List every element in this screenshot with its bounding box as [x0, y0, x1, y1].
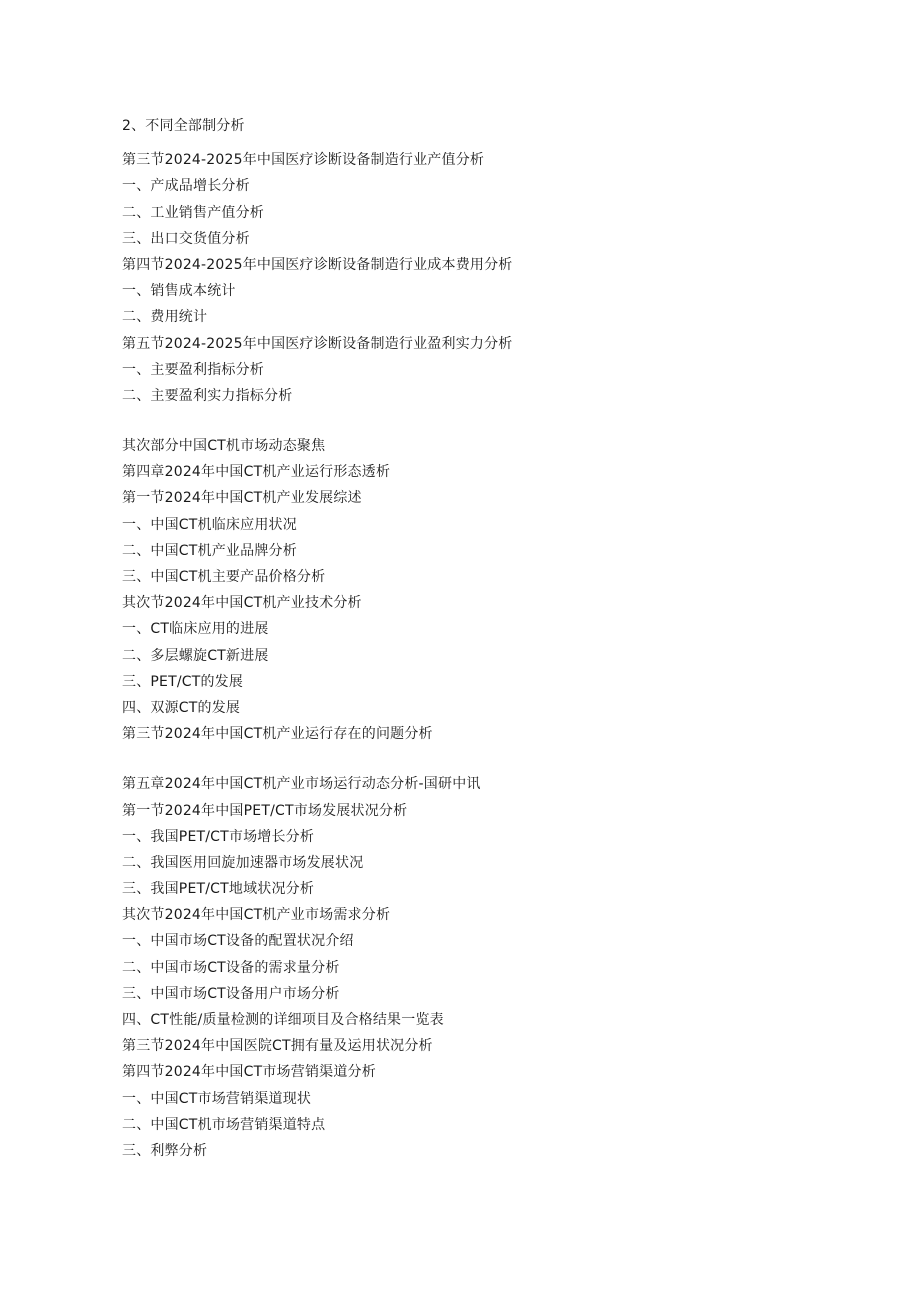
toc-section — [122, 147, 882, 409]
toc-entry: 第五章2024年中国CT机产业市场运行动态分析-国研中讯 — [122, 776, 481, 793]
toc-entry: 一、销售成本统计 — [122, 283, 236, 300]
toc-section — [122, 433, 882, 747]
toc-section — [122, 771, 882, 1164]
toc-entry: 二、费用统计 — [122, 309, 208, 326]
toc-entry: 第三节2024年中国CT机产业运行存在的问题分析 — [122, 726, 433, 743]
toc-entry: 三、出口交货值分析 — [122, 230, 250, 247]
toc-entry: 三、PET/CT的发展 — [122, 673, 244, 690]
toc-entry: 二、工业销售产值分析 — [122, 204, 264, 221]
toc-entry: 其次节2024年中国CT机产业市场需求分析 — [122, 907, 391, 924]
toc-entry: 第三节2024-2025年中国医疗诊断设备制造行业产值分析 — [122, 152, 485, 169]
toc-entry: 三、中国市场CT设备用户市场分析 — [122, 985, 340, 1002]
table-of-contents — [122, 113, 882, 1164]
toc-entry: 第四节2024-2025年中国医疗诊断设备制造行业成本费用分析 — [122, 256, 513, 273]
section-spacer — [122, 409, 882, 433]
section-spacer — [122, 747, 882, 771]
toc-entry: 二、我国医用回旋加速器市场发展状况 — [122, 854, 364, 871]
toc-entry: 一、中国CT市场营销渠道现状 — [122, 1090, 312, 1107]
toc-entry: 三、中国CT机主要产品价格分析 — [122, 569, 326, 585]
toc-entry: 第四章2024年中国CT机产业运行形态透析 — [122, 464, 391, 481]
toc-entry: 四、CT性能/质量检测的详细项目及合格结果一览表 — [122, 1012, 444, 1028]
toc-entry: 一、CT临床应用的进展 — [122, 621, 269, 638]
toc-entry: 一、中国CT机临床应用状况 — [122, 516, 297, 533]
toc-entry: 二、中国市场CT设备的需求量分析 — [122, 959, 340, 976]
toc-entry: 一、产成品增长分析 — [122, 178, 250, 195]
toc-entry: 第四节2024年中国CT市场营销渠道分析 — [122, 1064, 376, 1081]
toc-entry: 二、中国CT机市场营销渠道特点 — [122, 1116, 326, 1133]
toc-entry: 二、中国CT机产业品牌分析 — [122, 542, 297, 559]
toc-entry: 三、我国PET/CT地域状况分析 — [122, 881, 315, 898]
toc-entry: 第一节2024年中国PET/CT市场发展状况分析 — [122, 802, 408, 819]
toc-entry: 第五节2024-2025年中国医疗诊断设备制造行业盈利实力分析 — [122, 335, 513, 352]
toc-entry: 二、多层螺旋CT新进展 — [122, 647, 269, 664]
toc-entry: 四、双源CT的发展 — [122, 699, 241, 716]
toc-entry: 第三节2024年中国医院CT拥有量及运用状况分析 — [122, 1038, 433, 1055]
toc-section — [122, 113, 882, 139]
toc-entry: 一、中国市场CT设备的配置状况介绍 — [122, 933, 354, 950]
toc-entry: 二、主要盈利实力指标分析 — [122, 387, 293, 404]
toc-entry: 一、我国PET/CT市场增长分析 — [122, 828, 315, 845]
toc-entry: 其次节2024年中国CT机产业技术分析 — [122, 595, 362, 612]
toc-entry: 一、主要盈利指标分析 — [122, 361, 264, 378]
toc-entry: 三、利弊分析 — [122, 1142, 208, 1159]
toc-entry: 第一节2024年中国CT机产业发展综述 — [122, 490, 362, 507]
toc-entry: 2、不同全部制分析 — [122, 118, 245, 134]
toc-entry: 其次部分中国CT机市场动态聚焦 — [122, 438, 326, 455]
